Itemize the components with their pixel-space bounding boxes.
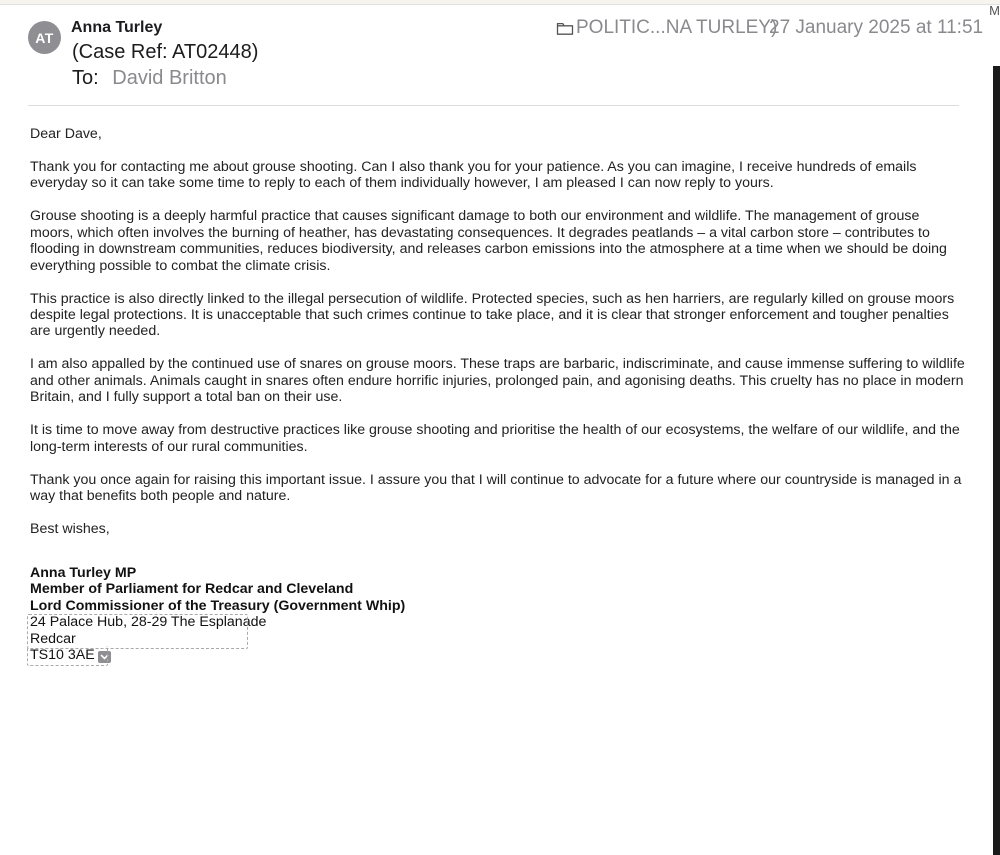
signature-name: Anna Turley MP xyxy=(30,565,137,581)
body-paragraph: It is time to move away from destructive practices like grouse shooting and prioritise the health of our ecosystems, the welfare of our wildlife, and the long-term interests of our rural communities. xyxy=(30,422,960,455)
recipient-row xyxy=(72,67,227,90)
to-label: To: xyxy=(72,67,99,89)
body-paragraph: Thank you for contacting me about grouse shooting. Can I also thank you for your patience. As you can imagine, I receive hundreds of emails everyday so it can take some time to reply to each of them individually however, I am pleased I can now reply to yours. xyxy=(30,159,917,192)
recipient-name[interactable]: David Britton xyxy=(112,67,227,89)
body-paragraph: I am also appalled by the continued use of snares on grouse moors. These traps are barbaric, indiscriminate, and cause immense suffering to wildlife and other animals. Animals caught in snares often endure horrific injuries, prolonged pain, and agonising deaths. This cruelty has no place in modern Britain, and I fully support a total ban on their use. xyxy=(30,356,965,406)
email-subject: (Case Ref: AT02448) xyxy=(72,41,259,63)
sender-avatar: AT xyxy=(28,21,61,54)
corner-mark: M xyxy=(989,3,1000,18)
detected-address-outline-tail[interactable] xyxy=(27,646,108,666)
mailbox-name: POLITIC...NA TURLEY) xyxy=(576,17,778,38)
signature-title: Lord Commissioner of the Treasury (Government Whip) xyxy=(30,597,406,614)
greeting: Dear Dave, xyxy=(30,126,102,142)
signature-role: Member of Parliament for Redcar and Cleveland xyxy=(30,581,354,598)
detected-address-outline[interactable] xyxy=(27,614,248,649)
header-divider xyxy=(28,105,959,106)
closing: Best wishes, xyxy=(30,521,110,538)
address-line-1: 24 Palace Hub, 28-29 The Esplanade xyxy=(30,614,267,631)
body-paragraph: Grouse shooting is a deeply harmful practice that causes significant damage to both our environment and wildlife. The management of grouse moors, which often involves the burning of heather, has devastating consequences. It degrades peatlands – a vital carbon store – contributes to flooding in downstream communities, reduces biodiversity, and releases carbon emissions into the atmosphere at a time when we should be doing everything possible to combat the climate crisis. xyxy=(30,208,947,274)
email-date: 27 January 2025 at 11:51 xyxy=(769,17,984,38)
email-body xyxy=(30,126,965,554)
mailbox-location[interactable] xyxy=(556,17,777,39)
body-paragraph: Thank you once again for raising this important issue. I assure you that I will continue to advocate for a future where our countryside is managed in a way that benefits both people and nature. xyxy=(30,471,962,505)
postcode: TS10 3AE xyxy=(30,647,95,664)
body-paragraph: This practice is also directly linked to the illegal persecution of wildlife. Protected species, such as hen harriers, are regularly killed on grouse moors despite legal protections. It is unacceptable that such crimes continue to take place, and it is clear that stronger enforcement and tougher penalties are urgently needed. xyxy=(30,290,955,340)
window-top-edge xyxy=(0,0,1000,5)
folder-icon xyxy=(556,21,574,36)
sender-name[interactable]: Anna Turley xyxy=(71,19,163,36)
window-right-edge xyxy=(993,66,1000,855)
address-line-2: Redcar xyxy=(30,630,76,647)
